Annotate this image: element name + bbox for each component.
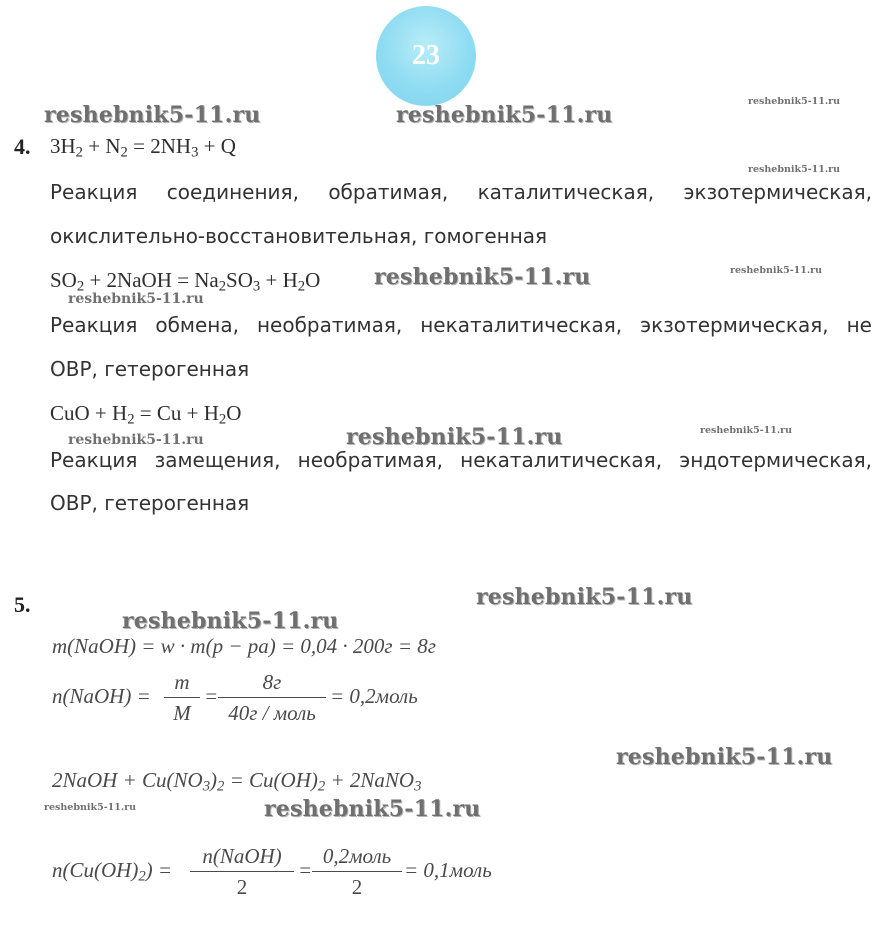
fraction-8g-over-molar-mass: 8г 40г / моль [218, 670, 326, 726]
task-5-number: 5. [14, 592, 31, 617]
equation-ammonia-synthesis: $3H_2 + N_2 = 2NH_3 + Q$ [50, 134, 236, 161]
reaction-description-line: ОВР, гетерогенная [50, 357, 250, 381]
equals-sign: = [298, 858, 313, 882]
watermark: reshebnik5-11.ru [374, 264, 591, 290]
reaction-description-line: Реакция обмена, необратимая, некаталитическая, экзотермическая, не [50, 313, 872, 337]
watermark: reshebnik5-11.ru [748, 164, 841, 175]
watermark: reshebnik5-11.ru [748, 96, 841, 107]
fraction-m-over-M: $\frac{m}{M}$ [164, 670, 200, 726]
reaction-description-line: ОВР, гетерогенная [50, 491, 250, 515]
watermark: reshebnik5-11.ru [476, 584, 693, 610]
reaction-description-line: окислительно-восстановительная, гомогенная [50, 224, 548, 248]
page-number-badge [376, 6, 476, 106]
watermark: reshebnik5-11.ru [68, 291, 204, 307]
formula-mass-naoh: m(NaOH) = w · m(p − pa) = 0,04 · 200г = 8г [52, 634, 436, 658]
watermark: reshebnik5-11.ru [68, 432, 204, 448]
fraction-naoh-over-2: n(NaOH) 2 [190, 844, 294, 900]
fraction-0-2-mol-over-2: 0,2моль 2 [312, 844, 402, 900]
watermark: reshebnik5-11.ru [700, 425, 793, 436]
formula-moles-naoh-lhs: n(NaOH) = [52, 684, 151, 708]
watermark: reshebnik5-11.ru [730, 265, 823, 276]
reaction-description-line: Реакция замещения, необратимая, некаталитическая, эндотермическая, [50, 448, 872, 472]
watermark: reshebnik5-11.ru [44, 802, 137, 813]
equals-sign: = [204, 684, 219, 708]
equation-cuo-h2: CuO + $H_2 = Cu + H_2O$ [50, 401, 242, 428]
watermark: reshebnik5-11.ru [396, 102, 613, 128]
watermark: reshebnik5-11.ru [346, 424, 563, 450]
reaction-description-line: Реакция соединения, обратимая, каталитическая, экзотермическая, [50, 180, 872, 204]
formula-moles-naoh-result: = 0,2моль [330, 684, 418, 708]
formula-moles-copper-hydroxide-result: = 0,1моль [404, 858, 492, 882]
watermark: reshebnik5-11.ru [44, 102, 261, 128]
watermark: reshebnik5-11.ru [264, 796, 481, 822]
page-number: 23 [412, 40, 440, 71]
task-4-number: 4. [14, 134, 31, 159]
equation-so2-naoh: $SO_2$ + 2NaOH = $Na_2SO_3 + H_2O$ [50, 268, 321, 295]
equation-naoh-copper-nitrate: 2NaOH + $Cu(NO_3)_2 = Cu(OH)_2$ + 2NaNO$_3$ [52, 768, 422, 795]
watermark: reshebnik5-11.ru [122, 608, 339, 634]
formula-moles-copper-hydroxide-lhs: $n(Cu(OH)_2)$ = [52, 858, 173, 885]
watermark: reshebnik5-11.ru [616, 744, 833, 770]
